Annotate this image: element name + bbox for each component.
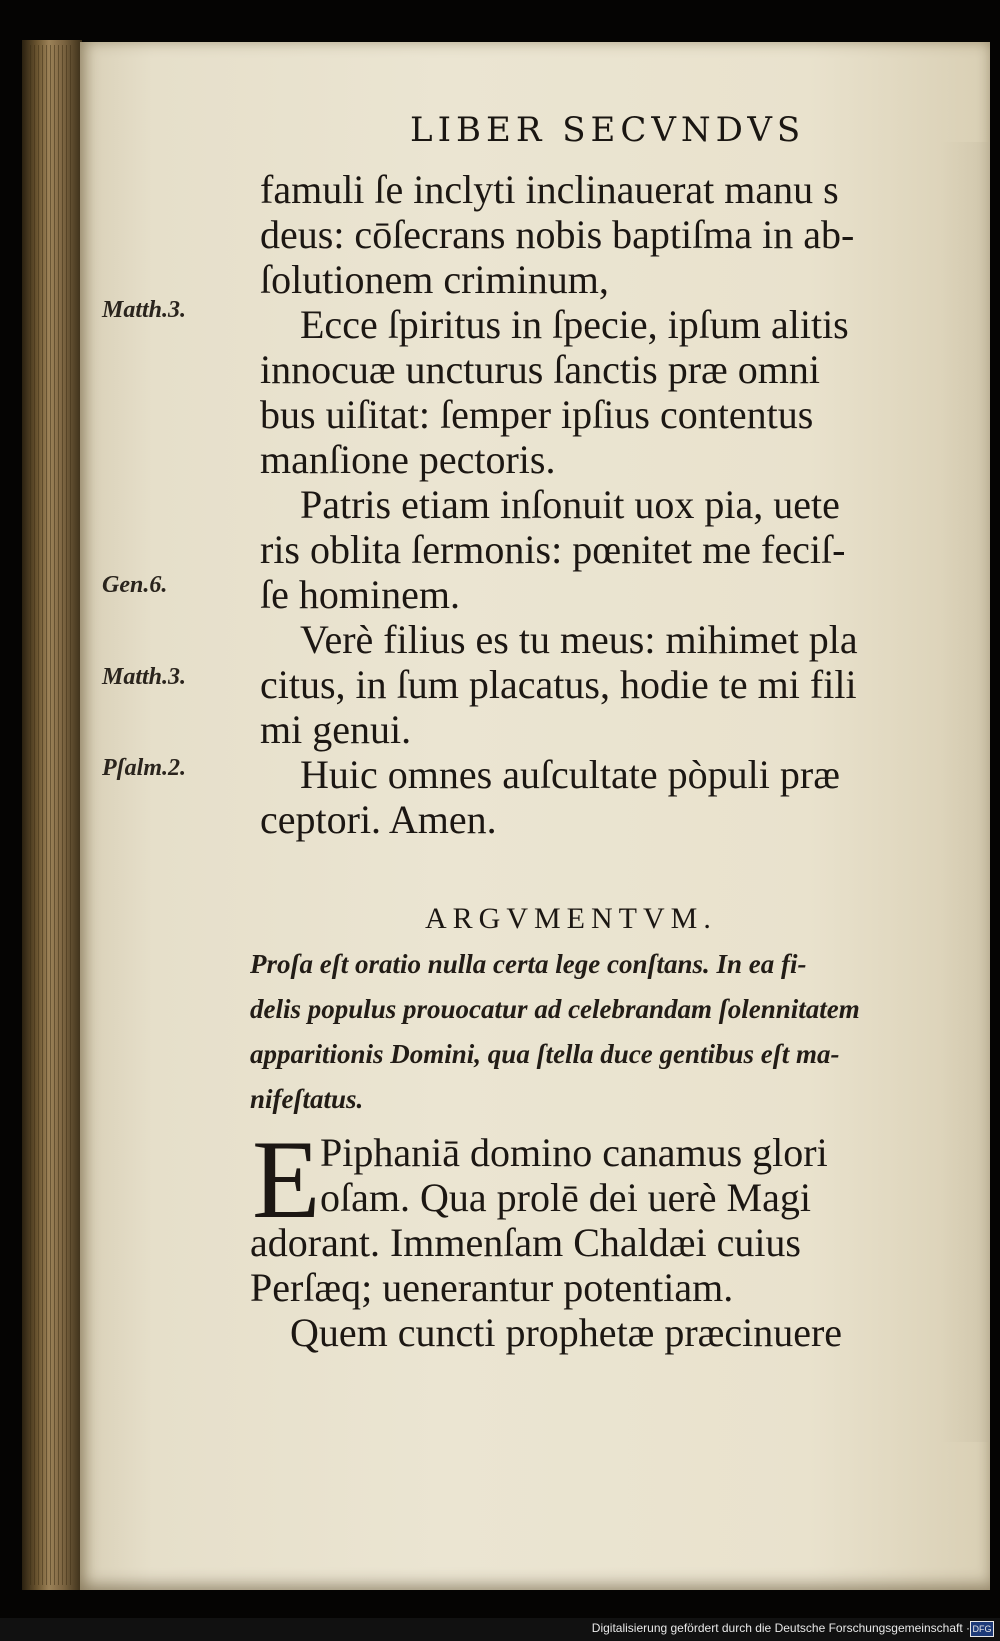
text-line: Huic omnes auſcultate pòpuli præ <box>300 752 840 797</box>
text-line: manſione pectoris. <box>260 437 556 482</box>
running-head: LIBER SECVNDVS <box>410 110 806 150</box>
argument-line: apparitionis Domini, qua ſtella duce gentibus eſt ma- <box>250 1039 840 1069</box>
text-line: Ecce ſpiritus in ſpecie, ipſum alitis <box>300 302 849 347</box>
argument-text <box>250 942 970 1122</box>
margin-note: Matth.3. <box>102 664 187 690</box>
main-text-block <box>260 167 980 842</box>
text-line: Verè filius es tu meus: mihimet pla <box>300 617 858 662</box>
text-line: ſe hominem. <box>260 572 460 617</box>
text-line: ris oblita ſermonis: pœnitet me feciſ- <box>260 527 846 572</box>
hymn-line: Piphaniā domino canamus glori <box>320 1130 828 1175</box>
margin-note: Matth.3. <box>102 297 187 323</box>
hymn-text <box>250 1118 970 1355</box>
dfg-logo: DFG <box>970 1621 994 1637</box>
book-page <box>80 42 990 1590</box>
text-line: Patris etiam inſonuit uox pia, uete <box>300 482 840 527</box>
argument-heading: ARGVMENTVM. <box>425 902 717 935</box>
text-line: deus: cōſecrans nobis baptiſma in ab- <box>260 212 855 257</box>
argument-line: Proſa eſt oratio nulla certa lege conſtans. In ea fi- <box>250 949 807 979</box>
text-line: innocuæ uncturus ſanctis præ omni <box>260 347 820 392</box>
hymn-line: adorant. Immenſam Chaldæi cuius <box>250 1220 801 1265</box>
text-line: ceptori. Amen. <box>260 797 497 842</box>
margin-note: Gen.6. <box>102 572 168 598</box>
book-edge-texture <box>30 45 74 1585</box>
drop-cap-initial: E <box>252 1118 321 1242</box>
argument-line: nifeſtatus. <box>250 1084 364 1114</box>
hymn-line: Quem cuncti prophetæ præcinuere <box>290 1310 843 1355</box>
funding-credit: Digitalisierung gefördert durch die Deutsche Forschungsgemeinschaft · <box>591 1621 970 1635</box>
text-line: citus, in ſum placatus, hodie te mi fili <box>260 662 857 707</box>
text-line: famuli ſe inclyti inclinauerat manu s <box>260 167 839 212</box>
margin-note: Pſalm.2. <box>102 755 186 781</box>
text-line: mi genui. <box>260 707 412 752</box>
argument-line: delis populus prouocatur ad celebrandam ſolennitatem <box>250 994 860 1024</box>
hymn-line: oſam. Qua prolē dei uerè Magi <box>320 1175 811 1220</box>
text-line: bus uiſitat: ſemper ipſius contentus <box>260 392 814 437</box>
text-line: ſolutionem criminum, <box>260 257 609 302</box>
hymn-line: Perſæq; uenerantur potentiam. <box>250 1265 734 1310</box>
